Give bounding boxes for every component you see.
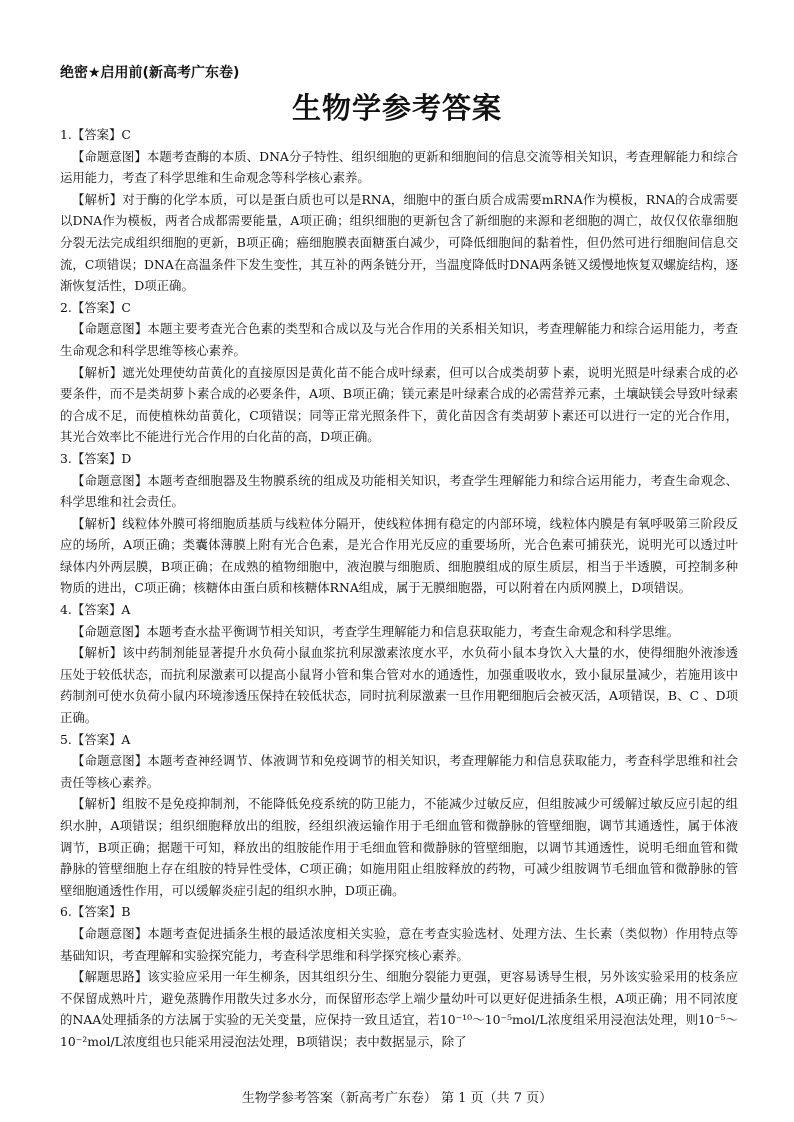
question-intent: 【命题意图】本题主要考查光合色素的类型和合成以及与光合作用的关系相关知识，考查理解能力和综合运用能力，考查生命观念和科学思维等核心素养。 [60,321,738,358]
question-intent: 【命题意图】本题考查细胞器及生物膜系统的组成及功能相关知识，考查学生理解能力和综合运用能力，考查生命观念、科学思维和社会责任。 [60,472,738,510]
question-intent: 【命题意图】本题考查神经调节、体液调节和免疫调节的相关知识，考查理解能力和信息获取能力，考查科学思维和社会责任等核心素养。 [60,753,738,790]
question-answer: 5.【答案】A [60,731,131,747]
question-analysis: 【解析】线粒体外膜可将细胞质基质与线粒体分隔开，使线粒体拥有稳定的内部环境，线粒体内膜是有氧呼吸第三阶段反应的场所，A项正确；类囊体薄膜上附有光合色素，是光合作用光反应的重要场所，光合色素可捕获光，说明光可以透过叶绿体内外两层膜，B项正确；在成熟的植物细胞中，液泡膜与细胞质、细胞膜组成的原生质层，相当于半透膜，可控制多种物质的进出，C项正确；核糖体由蛋白质和核糖体RNA组成，属于无膜细胞器，可以附着在内质网膜上，D项错误。 [60,515,738,596]
question-answer: 2.【答案】C [60,299,131,315]
question-answer: 6.【答案】B [60,904,131,920]
question-intent: 【命题意图】本题考查水盐平衡调节相关知识，考查学生理解能力和信息获取能力，考查生命观念和科学思维。 [72,623,680,639]
question-1 [60,124,738,297]
question-4 [60,599,738,729]
question-analysis: 【解析】组胺不是免疫抑制剂，不能降低免疫系统的防卫能力，不能减少过敏反应，但组胺减少可缓解过敏反应引起的组织水肿，A项错误；组织细胞释放出的组胺，经组织液运输作用于毛细血管和微静脉的管壁细胞，调节其通透性，属于体液调节，B项正确；据题干可知，释放出的组胺能作用于毛细血管和微静脉的管壁细胞，以调节其通透性，说明毛细血管和微静脉的管壁细胞上存在组胺的特异性受体，C项正确；如施用阻止组胺释放的药物，可减少组胺调节毛细血管和微静脉的管壁细胞通透性作用，可以缓解炎症引起的组织水肿，D项正确。 [60,796,738,898]
question-intent: 【命题意图】本题考查酶的本质、DNA分子特性、组织细胞的更新和细胞间的信息交流等相关知识，考查理解能力和综合运用能力，考查了科学思维和生命观念等科学核心素养。 [60,148,738,186]
question-3 [60,448,738,599]
question-2 [60,297,738,448]
question-answer: 4.【答案】A [60,602,131,618]
question-intent: 【命题意图】本题考查促进插条生根的最适浓度相关实验，意在考查实验选材、处理方法、生长素（类似物）作用特点等基础知识，考查理解和实验探究能力，考查科学思维和科学探究核心素养。 [60,925,738,963]
question-6 [60,901,738,1052]
question-analysis: 【解析】对于酶的化学本质，可以是蛋白质也可以是RNA，细胞中的蛋白质合成需要mRNA作为模板，RNA的合成需要以DNA作为模板，两者合成都需要能量，A项正确；组织细胞的更新包含了新细胞的来源和老细胞的凋亡，故仅仅依靠细胞分裂无法完成组织细胞的更新，B项正确；癌细胞膜表面糖蛋白减少，可降低细胞间的黏着性，但仍然可进行细胞间信息交流，C项错误；DNA在高温条件下发生变性，其互补的两条链分开，当温度降低时DNA两条链又缓慢地恢复双螺旋结构，逐渐恢复活性，D项正确。 [60,191,738,294]
question-answer: 1.【答案】C [60,127,131,142]
question-analysis: 【解析】遮光处理使幼苗黄化的直接原因是黄化苗不能合成叶绿素，但可以合成类胡萝卜素，说明光照是叶绿素合成的必要条件，而不是类胡萝卜素合成的必要条件，A项、B项正确；镁元素是叶绿素合成的必需营养元素，土壤缺镁会导致叶绿素的合成不足，而使植株幼苗黄化，C项错误；同等正常光照条件下，黄化苗因含有类胡萝卜素还可以进行一定的光合作用，其光合效率比不能进行光合作用的白化苗的高，D项正确。 [60,364,738,445]
confidentiality-label: 绝密★启用前(新高考广东卷) [60,65,240,81]
question-analysis: 【解析】该中药制剂能显著提升水负荷小鼠血浆抗利尿激素浓度水平，水负荷小鼠本身饮入大量的水，使得细胞外液渗透压处于较低状态，而抗利尿激素可以提高小鼠肾小管和集合管对水的通透性，加强重吸收水，致小鼠尿量减少，若施用该中药制剂可使水负荷小鼠内环境渗透压保持在较低状态，同时抗利尿激素一旦作用靶细胞后会被灭活，A项错误，B、C 、D项正确。 [60,645,738,726]
page-footer: 生物学参考答案（新高考广东卷） 第 1 页（共 7 页） [241,1091,553,1106]
question-answer: 3.【答案】D [60,450,132,466]
question-analysis: 【解题思路】该实验应采用一年生柳条，因其组织分生、细胞分裂能力更强，更容易诱导生根，另外该实验采用的枝条应不保留成熟叶片，避免蒸腾作用散失过多水分，而保留形态学上端少量幼叶可以更好促进插条生根，A项正确；用不同浓度的NAA处理插条的方法属于实验的无关变量，应保持一致且适宜，若10⁻¹⁰～10⁻⁵mol/L浓度组采用浸泡法处理，则10⁻⁵～10⁻²mol/L浓度组也只能采用浸泡法处理，B项错误；表中数据显示，除了 [60,969,738,1049]
question-5 [60,729,738,902]
answer-content [60,124,738,1053]
page-title: 生物学参考答案 [291,91,502,125]
